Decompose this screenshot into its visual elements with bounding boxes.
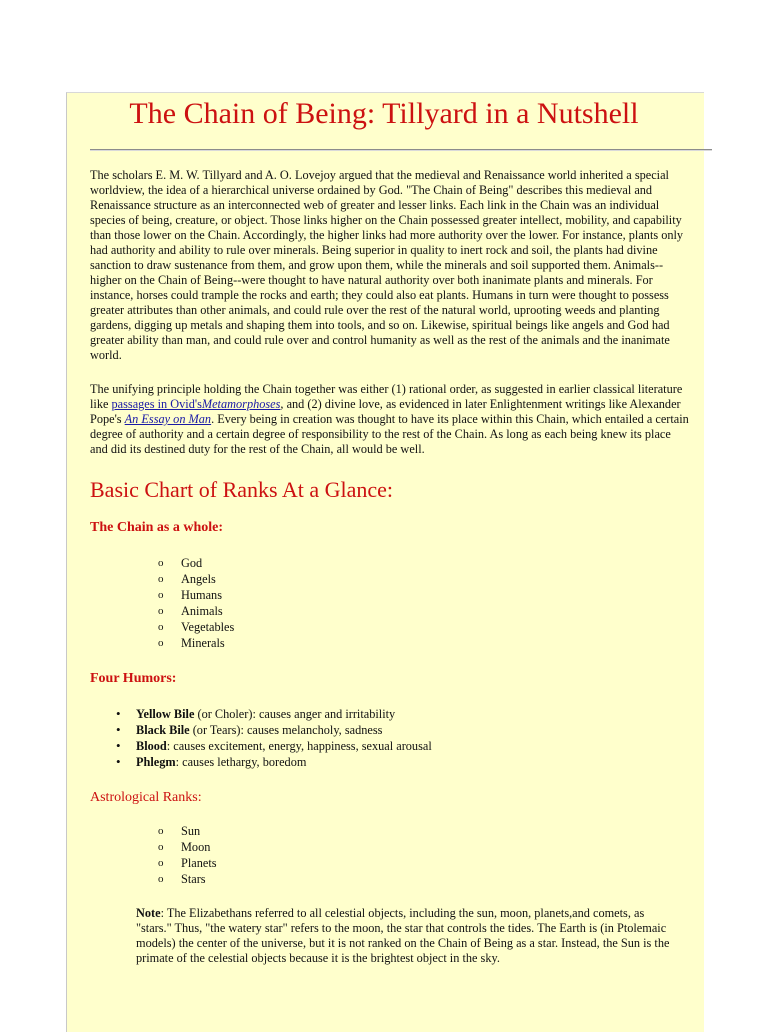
list-item: • Blood: causes excitement, energy, happiness, sexual arousal	[116, 738, 432, 754]
astrological-heading: Astrological Ranks:	[90, 790, 202, 805]
page-title: The Chain of Being: Tillyard in a Nutshell	[129, 97, 639, 130]
list-item: o Animals	[158, 603, 234, 619]
list-item: o God	[158, 555, 234, 571]
principle-text-2: , and (2) divine love, as evidenced in later Enlightenment writings like Alexander Pope's	[90, 397, 681, 426]
principle-text-3: . Every being in creation was thought to have its place within this Chain, which entailed a certain degree of authority and a certain degree of responsibility to the rest of the Chain. As long as each being knew its place and did its destined duty for the rest of the Chain, all would be well.	[90, 412, 689, 456]
list-item: o Angels	[158, 571, 234, 587]
horizontal-rule	[90, 149, 712, 151]
humors-heading: Four Humors:	[90, 671, 177, 686]
list-item: o Moon	[158, 839, 217, 855]
principle-text-1: The unifying principle holding the Chain together was either (1) rational order, as suggested in earlier classical literature like	[90, 382, 683, 411]
astrological-list	[158, 823, 217, 887]
chart-heading: Basic Chart of Ranks At a Glance:	[90, 477, 394, 502]
list-item: o Planets	[158, 855, 217, 871]
note-paragraph	[136, 906, 676, 966]
ovid-metamorphoses-link[interactable]: passages in Ovid'sMetamorphoses	[111, 397, 281, 411]
list-item: o Stars	[158, 871, 217, 887]
list-item: o Vegetables	[158, 619, 234, 635]
list-item: • Phlegm: causes lethargy, boredom	[116, 754, 432, 770]
humors-list	[116, 706, 432, 770]
list-item: o Minerals	[158, 635, 234, 651]
list-item: o Humans	[158, 587, 234, 603]
note-text: : The Elizabethans referred to all celestial objects, including the sun, moon, planets,and comets, as "stars." Thus, "the watery star" refers to the moon, the star that controls the tides. The Earth is (in Ptolemaic models) the center of the universe, but it is not ranked on the Chain of Being as a star. Instead, the Sun is the primate of the celestial objects because it is the brightest object in the sky.	[136, 906, 670, 965]
essay-on-man-link[interactable]: An Essay on Man	[124, 412, 212, 426]
list-item: • Yellow Bile (or Choler): causes anger and irritability	[116, 706, 432, 722]
note-label: Note	[136, 906, 161, 920]
list-item: • Black Bile (or Tears): causes melancholy, sadness	[116, 722, 432, 738]
chain-whole-heading: The Chain as a whole:	[90, 520, 224, 535]
principle-paragraph	[90, 382, 690, 457]
intro-paragraph: The scholars E. M. W. Tillyard and A. O. Lovejoy argued that the medieval and Renaissance world inherited a special worldview, the idea of a hierarchical universe ordained by God. "The Chain of Being" describes this medieval and Renaissance structure as an interconnected web of greater and lesser links. Each link in the Chain was an individual species of being, creature, or object. Those links higher on the Chain possessed greater intellect, mobility, and capability than those lower on the Chain. Accordingly, the higher links had more authority over the lower. For instance, plants only had authority and ability to rule over minerals. Being superior in quality to inert rock and soil, the plants had divine sanction to draw sustenance from them, and grow upon them, while the minerals and soil supported them. Animals--higher on the Chain of Being--were thought to have natural authority over both inanimate plants and minerals. For instance, horses could trample the rocks and earth; they could also eat plants. Humans in turn were thought to possess greater attributes than other animals, and could rule over the rest of the natural world, uprooting weeds and planting gardens, digging up metals and shaping them into tools, and so on. Likewise, spiritual beings like angels and God had greater ability than man, and could rule over and control humanity as well as the rest of the animals and the inanimate world.	[90, 168, 684, 362]
list-item: o Sun	[158, 823, 217, 839]
chain-whole-list	[158, 555, 234, 651]
